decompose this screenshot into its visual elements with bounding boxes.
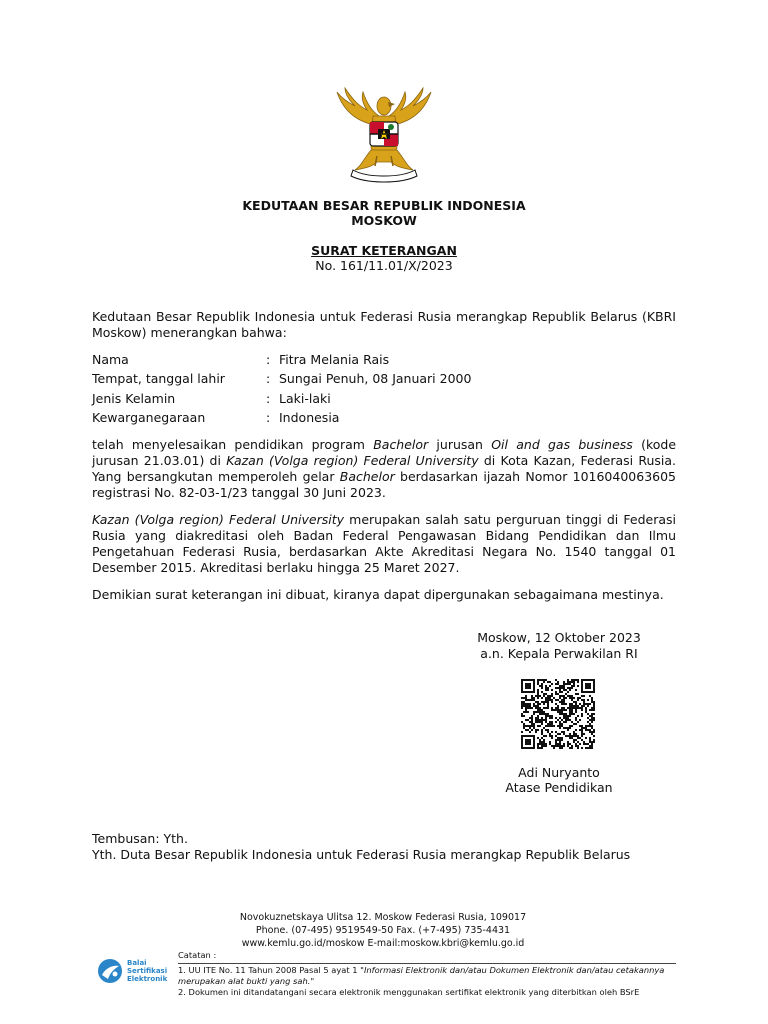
qr-code — [521, 679, 595, 749]
footer-web: www.kemlu.go.id/moskow E-mail:moskow.kbri@kemlu.go.id — [241, 938, 525, 949]
signatory-name: Adi Nuryanto — [518, 765, 600, 780]
note-2: 2. Dokumen ini ditandatangani secara elektronik menggunakan sertifikat elektronik yang diterbitkan oleh BSrE — [178, 987, 640, 997]
notes-block — [178, 950, 678, 998]
bsre-line2: Sertifikasi — [127, 967, 168, 975]
field-label: Tempat, tanggal lahir — [92, 371, 225, 386]
garuda-pancasila-emblem — [333, 86, 435, 188]
field-value: Laki-laki — [279, 391, 331, 406]
field-separator: : — [266, 391, 271, 406]
bsre-logo — [96, 957, 176, 987]
note-1: 1. UU ITE No. 11 Tahun 2008 Pasal 5 ayat 1 "Informasi Elektronik dan/atau Dokumen Elektronik dan/atau cetakannya merupakan alat bukti yang sah." — [178, 965, 665, 986]
field-label: Jenis Kelamin — [92, 391, 176, 406]
field-value: Fitra Melania Rais — [279, 352, 390, 367]
signatory-position: Atase Pendidikan — [505, 780, 613, 795]
field-value: Indonesia — [279, 410, 340, 425]
field-separator: : — [266, 410, 271, 425]
notes-label: Catatan : — [178, 950, 217, 960]
bsre-line3: Elektronik — [127, 975, 168, 983]
embassy-name: KEDUTAAN BESAR REPUBLIK INDONESIA — [242, 198, 526, 213]
bsre-icon — [96, 957, 124, 985]
signature-place-date: Moskow, 12 Oktober 2023 — [477, 630, 641, 645]
accreditation-paragraph: Kazan (Volga region) Federal University merupakan salah satu perguruan tinggi di Federasi Rusia yang diakreditasi oleh Badan Federal Pengawasan Bidang Pendidikan dan Ilmu Pengetahuan Federasi Rusia, berdasarkan Akte Akreditasi Negara No. 1540 tanggal 01 Desember 2015. Akreditasi berlaku hingga 25 Maret 2027. — [92, 512, 676, 575]
document-number: No. 161/11.01/X/2023 — [315, 258, 453, 273]
intro-paragraph: Kedutaan Besar Republik Indonesia untuk Federasi Rusia merangkap Republik Belarus (KBRI Moskow) menerangkan bahwa: — [92, 309, 676, 340]
closing-paragraph: Demikian surat keterangan ini dibuat, kiranya dapat dipergunakan sebagaimana mestinya. — [92, 587, 664, 602]
document-title: SURAT KETERANGAN — [311, 243, 457, 258]
embassy-city: MOSKOW — [351, 213, 417, 228]
field-separator: : — [266, 352, 271, 367]
footer-address: Novokuznetskaya Ulitsa 12. Moskow Federasi Rusia, 109017 — [239, 912, 527, 923]
notes-divider — [178, 963, 676, 964]
field-label: Kewarganegaraan — [92, 410, 206, 425]
education-paragraph: telah menyelesaikan pendidikan program Bachelor jurusan Oil and gas business (kode jurusan 21.03.01) di Kazan (Volga region) Federal University di Kota Kazan, Federasi Rusia. Yang bersangkutan memperoleh gelar Bachelor berdasarkan ijazah Nomor 1016040063605 registrasi No. 82-03-1/23 tanggal 30 Juni 2023. — [92, 437, 677, 500]
field-value: Sungai Penuh, 08 Januari 2000 — [279, 371, 472, 386]
field-label: Nama — [92, 352, 129, 367]
signature-on-behalf: a.n. Kepala Perwakilan RI — [480, 646, 638, 661]
footer-phone: Phone. (07-495) 9519549-50 Fax. (+7-495) 735-4431 — [255, 925, 511, 936]
bsre-line1: Balai — [127, 959, 147, 967]
field-separator: : — [266, 371, 271, 386]
